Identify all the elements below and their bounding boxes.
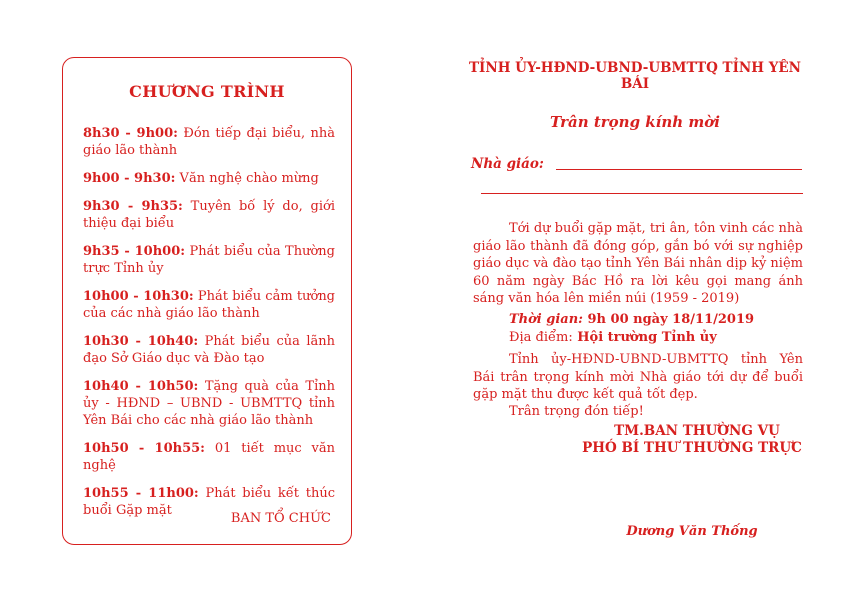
schedule-item (83, 125, 335, 159)
signer-name: Dương Văn Thống (626, 524, 758, 539)
program-title: CHƯƠNG TRÌNH (129, 82, 285, 101)
schedule-item (83, 170, 335, 187)
schedule-item (83, 440, 335, 474)
schedule-time: 10h30 - 10h40: (83, 334, 199, 349)
schedule-text: Phát biểu của lãnh đạo Sở Giáo dục và Đào tạo (83, 334, 336, 366)
schedule-item (83, 288, 335, 322)
invitation-title: Trân trọng kính mời (550, 113, 720, 131)
schedule-text: Phát biểu của Thường trực Tỉnh ủy (83, 244, 335, 276)
welcome-text: Trân trọng đón tiếp! (509, 404, 644, 419)
schedule-text: Tặng quà của Tỉnh ủy - HĐND – UBND - UBMTTQ tỉnh Yên Bái cho các nhà giáo lão thành (83, 379, 335, 428)
schedule-item (83, 378, 335, 429)
schedule-text: Tuyên bố lý do, giới thiệu đại biểu (83, 199, 336, 231)
signature-title: TM.BAN THƯỜNG VỤ (614, 423, 780, 439)
recipient-line-2 (481, 193, 803, 194)
schedule-time: 9h30 - 9h35: (83, 199, 183, 214)
schedule-time: 10h40 - 10h50: (83, 379, 199, 394)
schedule-time: 9h00 - 9h30: (83, 171, 176, 186)
organization-header: TỈNH ỦY-HĐND-UBND-UBMTTQ TỈNH YÊN BÁI (469, 60, 801, 92)
time-label: Thời gian: (509, 312, 583, 327)
schedule-text: Phát biểu cảm tưởng của các nhà giáo lão thành (83, 289, 336, 321)
event-time (509, 312, 754, 327)
schedule-text: Đón tiếp đại biểu, nhà giáo lão thành (83, 126, 336, 158)
invitation-panel (455, 0, 815, 598)
schedule-item (83, 243, 335, 277)
schedule-item (83, 333, 335, 367)
recipient-line (556, 169, 802, 170)
signature-position: PHÓ BÍ THƯ THƯỜNG TRỰC (582, 440, 802, 456)
recipient-label: Nhà giáo: (471, 156, 544, 172)
time-value: 9h 00 ngày 18/11/2019 (582, 312, 755, 327)
place-value: Hội trường Tỉnh ủy (572, 330, 717, 345)
closing-text: Tỉnh ủy-HĐND-UBND-UBMTTQ tỉnh Yên Bái trân trọng kính mời Nhà giáo tới dự để buổi gặp mặt thu được kết quả tốt đẹp. (473, 352, 803, 402)
place-label: Địa điểm: (509, 330, 573, 345)
schedule-time: 10h00 - 10h30: (83, 289, 194, 304)
schedule-list (83, 125, 335, 530)
organizer-signature: BAN TỔ CHỨC (230, 511, 331, 526)
schedule-time: 10h50 - 10h55: (83, 441, 205, 456)
schedule-text: Phát biểu kết thúc buổi Gặp mặt (83, 486, 335, 518)
schedule-item (83, 198, 335, 232)
event-place (509, 330, 717, 345)
schedule-time: 8h30 - 9h00: (83, 126, 178, 141)
schedule-time: 10h55 - 11h00: (83, 486, 199, 501)
schedule-text: Văn nghệ chào mừng (175, 171, 319, 186)
invitation-body: Tới dự buổi gặp mặt, tri ân, tôn vinh các nhà giáo lão thành đã đóng góp, gắn bó với sự nghiệp giáo dục và đào tạo tỉnh Yên Bái nhân dịp kỷ niệm 60 năm ngày Bác Hồ ra lời kêu gọi mang ánh sáng văn hóa lên miền núi (1959 - 2019) (473, 221, 803, 306)
program-panel (62, 57, 352, 545)
schedule-text: 01 tiết mục văn nghệ (83, 441, 335, 473)
schedule-time: 9h35 - 10h00: (83, 244, 186, 259)
